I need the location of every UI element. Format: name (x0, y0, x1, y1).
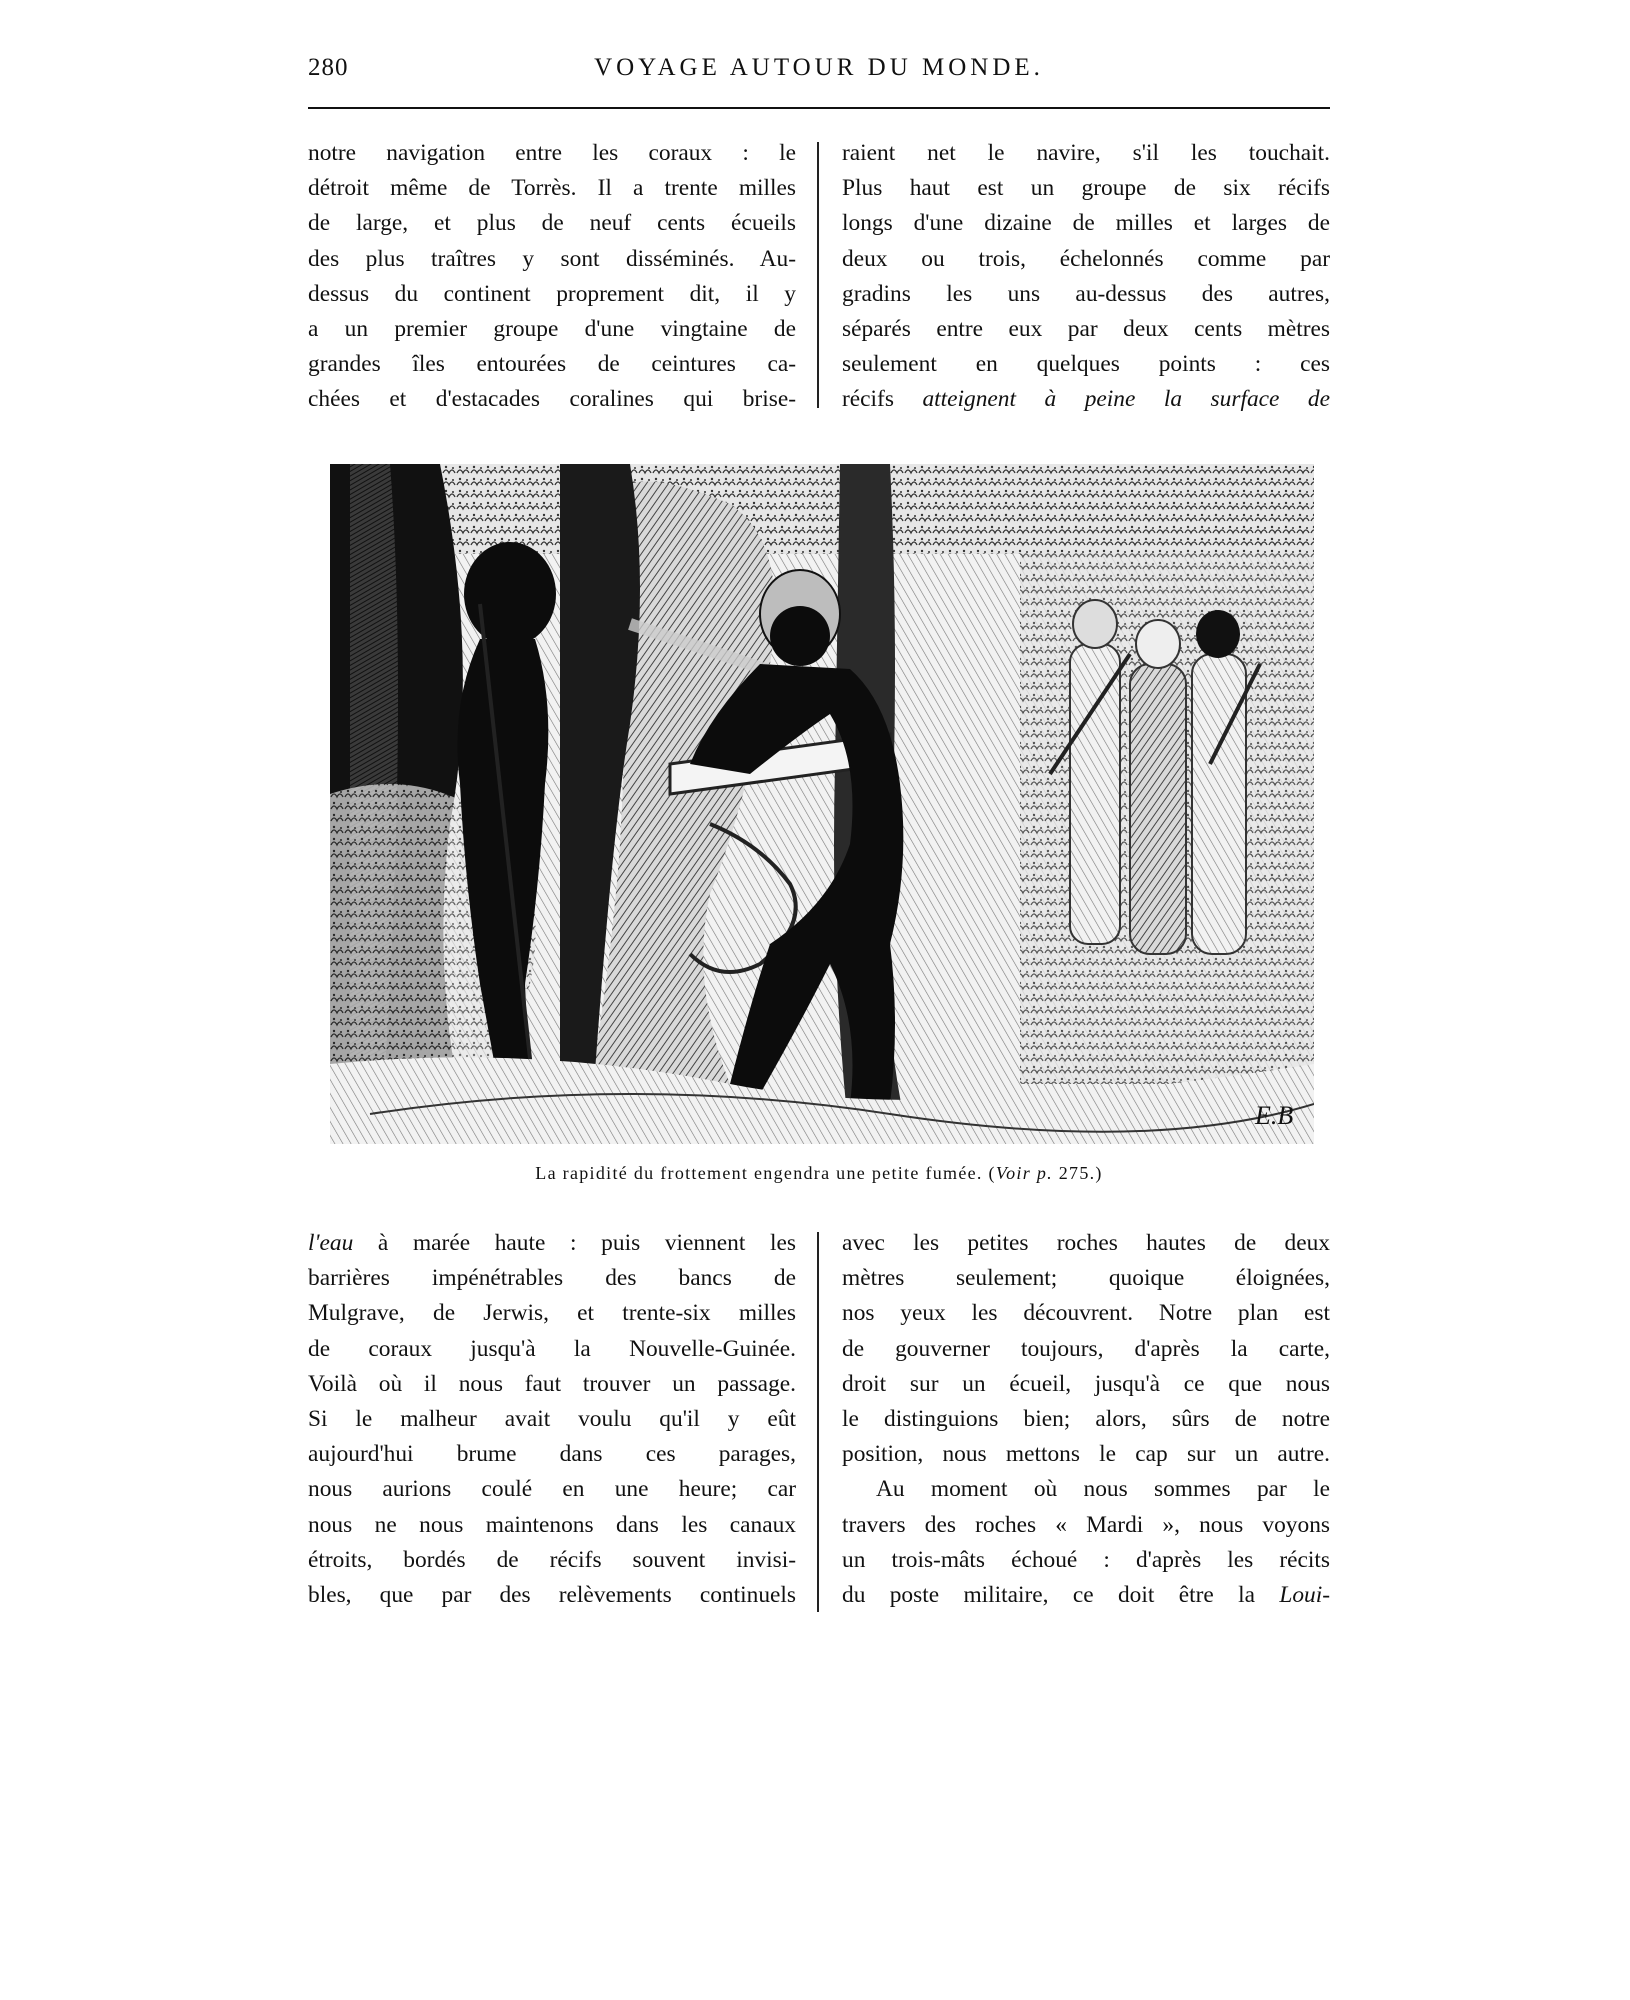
text-line: notre navigation entre les coraux : le (308, 140, 796, 166)
text-line: barrières impénétrables des bancs de (308, 1265, 796, 1292)
text-line: chées et d'estacades coralines qui brise- (308, 386, 796, 413)
artist-signature: E.B (1255, 1101, 1294, 1130)
text-line (308, 1226, 796, 1261)
column-rule (817, 142, 819, 408)
text-line: grandes îles entourées de ceintures ca- (308, 351, 796, 378)
text-line: seulement en quelques points : ces (842, 351, 1330, 378)
text-line: avec les petites roches hautes de deux (842, 1230, 1330, 1256)
text-line (842, 1578, 1330, 1613)
text-line: de large, et plus de neuf cents écueils (308, 210, 796, 237)
text-line: le distinguions bien; alors, sûrs de notre (842, 1405, 1330, 1432)
text-line: a un premier groupe d'une vingtaine de (308, 315, 796, 342)
top-right-column (842, 136, 1330, 418)
text-line: droit sur un écueil, jusqu'à ce que nous (842, 1370, 1330, 1397)
text-line: détroit même de Torrès. Il a trente milles (308, 175, 796, 202)
onlooker-group (1050, 600, 1260, 954)
text-line: nos yeux les découvrent. Notre plan est (842, 1300, 1330, 1327)
page-number: 280 (308, 54, 349, 81)
text-run: à marée haute : puis viennent les (353, 1230, 796, 1256)
running-title: VOYAGE AUTOUR DU MONDE. (594, 54, 1044, 81)
caption-text: La rapidité du frottement engendra une petite fumée. ( (535, 1163, 996, 1183)
text-line: aujourd'hui brume dans ces parages, (308, 1441, 796, 1468)
text-run: récifs (842, 386, 923, 413)
text-line: nous aurions coulé en une heure; car (308, 1476, 796, 1503)
text-line: mètres seulement; quoique éloignées, (842, 1265, 1330, 1292)
text-line: Mulgrave, de Jerwis, et trente-six milles (308, 1300, 796, 1327)
caption-ref: 275.) (1052, 1163, 1103, 1183)
text-line: raient net le navire, s'il les touchait. (842, 140, 1330, 166)
header-rule (308, 107, 1330, 109)
italic-run: l'eau (308, 1230, 354, 1256)
text-line: de gouverner toujours, d'après la carte, (842, 1335, 1330, 1362)
caption-italic: Voir p. (995, 1163, 1053, 1183)
text-line (842, 382, 1330, 417)
text-line: Si le malheur avait voulu qu'il y eût (308, 1405, 796, 1432)
text-line: Plus haut est un groupe de six récifs (842, 175, 1330, 202)
column-rule (817, 1232, 819, 1612)
text-line: travers des roches « Mardi », nous voyons (842, 1511, 1330, 1538)
text-line: étroits, bordés de récifs souvent invisi- (308, 1546, 796, 1573)
text-line: longs d'une dizaine de milles et larges de (842, 210, 1330, 237)
page-header (308, 50, 1330, 98)
text-line: nous ne nous maintenons dans les canaux (308, 1511, 796, 1538)
text-line: séparés entre eux par deux cents mètres (842, 315, 1330, 342)
text-line: gradins les uns au-dessus des autres, (842, 280, 1330, 307)
text-line: bles, que par des relèvements continuels (308, 1581, 796, 1608)
text-line: deux ou trois, échelonnés comme par (842, 245, 1330, 272)
italic-run: atteignent à peine la surface de (922, 386, 1330, 413)
bottom-left-column (308, 1226, 796, 1613)
top-left-column (308, 136, 796, 418)
italic-run: Loui- (1279, 1581, 1330, 1608)
text-line: de coraux jusqu'à la Nouvelle-Guinée. (308, 1335, 796, 1362)
bottom-right-column (842, 1226, 1330, 1613)
text-line: des plus traîtres y sont disséminés. Au- (308, 245, 796, 272)
text-run: du poste militaire, ce doit être la (842, 1581, 1280, 1608)
figure-caption (308, 1163, 1330, 1184)
text-line: Voilà où il nous faut trouver un passage. (308, 1370, 796, 1397)
text-line: dessus du continent proprement dit, il y (308, 280, 796, 307)
text-line: Au moment où nous sommes par le (876, 1476, 1330, 1503)
text-line: position, nous mettons le cap sur un autre. (842, 1441, 1330, 1468)
engraving-illustration (330, 464, 1314, 1144)
text-line: un trois-mâts échoué : d'après les récits (842, 1546, 1330, 1573)
